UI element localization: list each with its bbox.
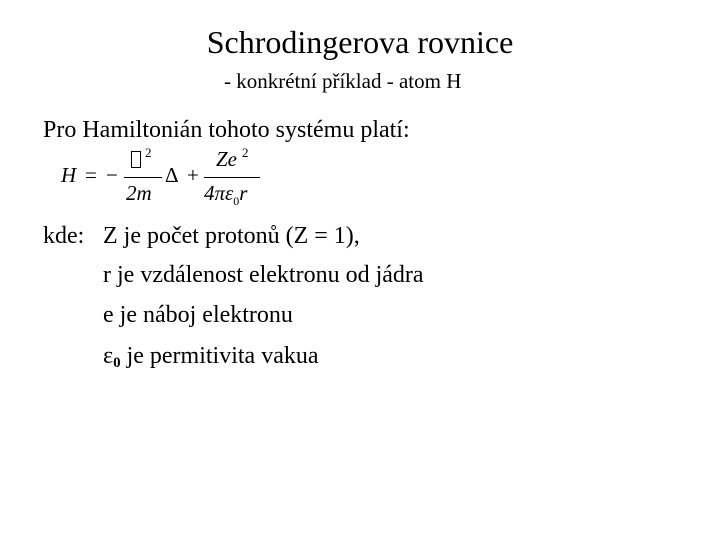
definition-permittivity	[103, 341, 319, 378]
slide-title: Schrodingerova rovnice	[206, 24, 514, 60]
eq-denominator-1: 2m	[126, 181, 152, 205]
epsilon-symbol: ε	[103, 343, 114, 369]
epsilon-subscript: 0	[113, 355, 121, 371]
eq-numerator-2-exponent: 2	[242, 145, 249, 160]
eq-lhs: H	[61, 163, 77, 187]
definition-z: Z je počet protonů (Z = 1),	[103, 223, 360, 249]
where-label: kde:	[43, 223, 85, 249]
definition-r: r je vzdálenost elektronu od jádra	[103, 262, 424, 288]
eq-numerator-2: Ze	[216, 147, 237, 171]
eq-plus: +	[187, 163, 199, 187]
eq-denominator-2: $4\pi\varepsilon_0r$	[204, 181, 248, 209]
eq-hbar-exponent: 2	[145, 145, 152, 160]
permittivity-text: je permitivita vakua	[120, 343, 319, 369]
intro-text: Pro Hamiltonián tohoto systému platí:	[43, 117, 410, 143]
fraction-bar-1	[124, 177, 162, 178]
definition-e: e je náboj elektronu	[103, 302, 293, 328]
slide-subtitle: - konkrétní příklad - atom H	[224, 69, 462, 93]
hbar-glyph	[131, 151, 141, 168]
eq-laplacian: Δ	[165, 163, 179, 187]
eq-equals: =	[85, 163, 97, 187]
hamiltonian-equation	[58, 145, 258, 211]
fraction-bar-2	[204, 177, 260, 178]
eq-minus: −	[106, 163, 118, 187]
